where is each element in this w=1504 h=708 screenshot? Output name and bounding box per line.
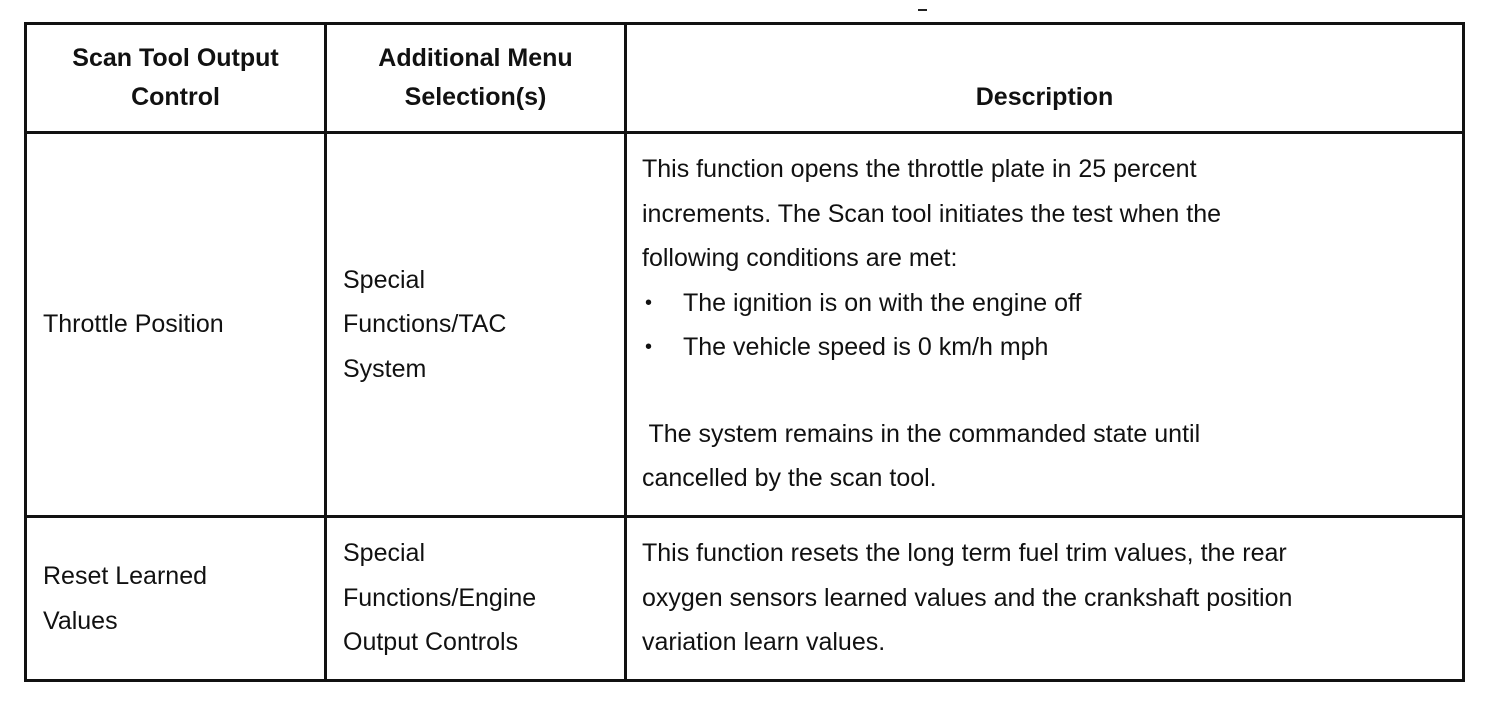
- header-col2-line2: Selection(s): [404, 83, 547, 111]
- paragraph-spacer: [642, 370, 1448, 412]
- menu-line: Output Controls: [343, 628, 519, 656]
- menu-line: Functions/TAC: [343, 310, 507, 339]
- bullet-icon: •: [645, 336, 653, 358]
- description-line: This function resets the long term fuel trim values, the rear: [642, 539, 1287, 567]
- description-line: increments. The Scan tool initiates the test when the: [642, 199, 1222, 228]
- cell-control-reset-learned-values: [26, 517, 326, 681]
- description-line: variation learn values.: [642, 628, 886, 656]
- header-description: [626, 24, 1464, 133]
- page-top-mark: [918, 9, 927, 11]
- control-line: Values: [43, 606, 118, 635]
- note-line: cancelled by the scan tool.: [642, 464, 937, 492]
- table-row: [26, 517, 1464, 681]
- table-row: [26, 133, 1464, 517]
- condition-bullet-item: [642, 325, 1448, 370]
- header-col2-line1: Additional Menu: [378, 44, 573, 72]
- header-col1-line2: Control: [131, 83, 220, 111]
- menu-line: System: [343, 354, 427, 383]
- scan-tool-output-table: [24, 22, 1465, 682]
- condition-text: The vehicle speed is 0 km/h mph: [683, 333, 1049, 361]
- cell-menu-selection: [326, 133, 626, 517]
- note-line: The system remains in the commanded state until: [642, 419, 1201, 448]
- condition-text: The ignition is on with the engine off: [683, 288, 1082, 317]
- menu-line: Special: [343, 265, 425, 294]
- description-line: following conditions are met:: [642, 244, 958, 272]
- condition-bullet-item: [642, 281, 1448, 326]
- cell-description: [626, 517, 1464, 681]
- header-additional-menu-selections: [326, 24, 626, 133]
- description-line: This function opens the throttle plate in 25 percent: [642, 155, 1197, 183]
- header-scan-tool-output-control: [26, 24, 326, 133]
- control-label: Throttle Position: [43, 310, 224, 339]
- header-description-label: Description: [975, 82, 1114, 111]
- header-col1-line1: Scan Tool Output: [72, 44, 279, 72]
- cell-description: [626, 133, 1464, 517]
- table-header-row: [26, 24, 1464, 133]
- menu-line: Special: [343, 539, 425, 567]
- cell-menu-selection: [326, 517, 626, 681]
- control-line: Reset Learned: [43, 562, 208, 590]
- description-line: oxygen sensors learned values and the crankshaft position: [642, 583, 1293, 612]
- bullet-icon: •: [645, 291, 653, 314]
- cell-control-throttle-position: [26, 133, 326, 517]
- menu-line: Functions/Engine: [343, 583, 537, 612]
